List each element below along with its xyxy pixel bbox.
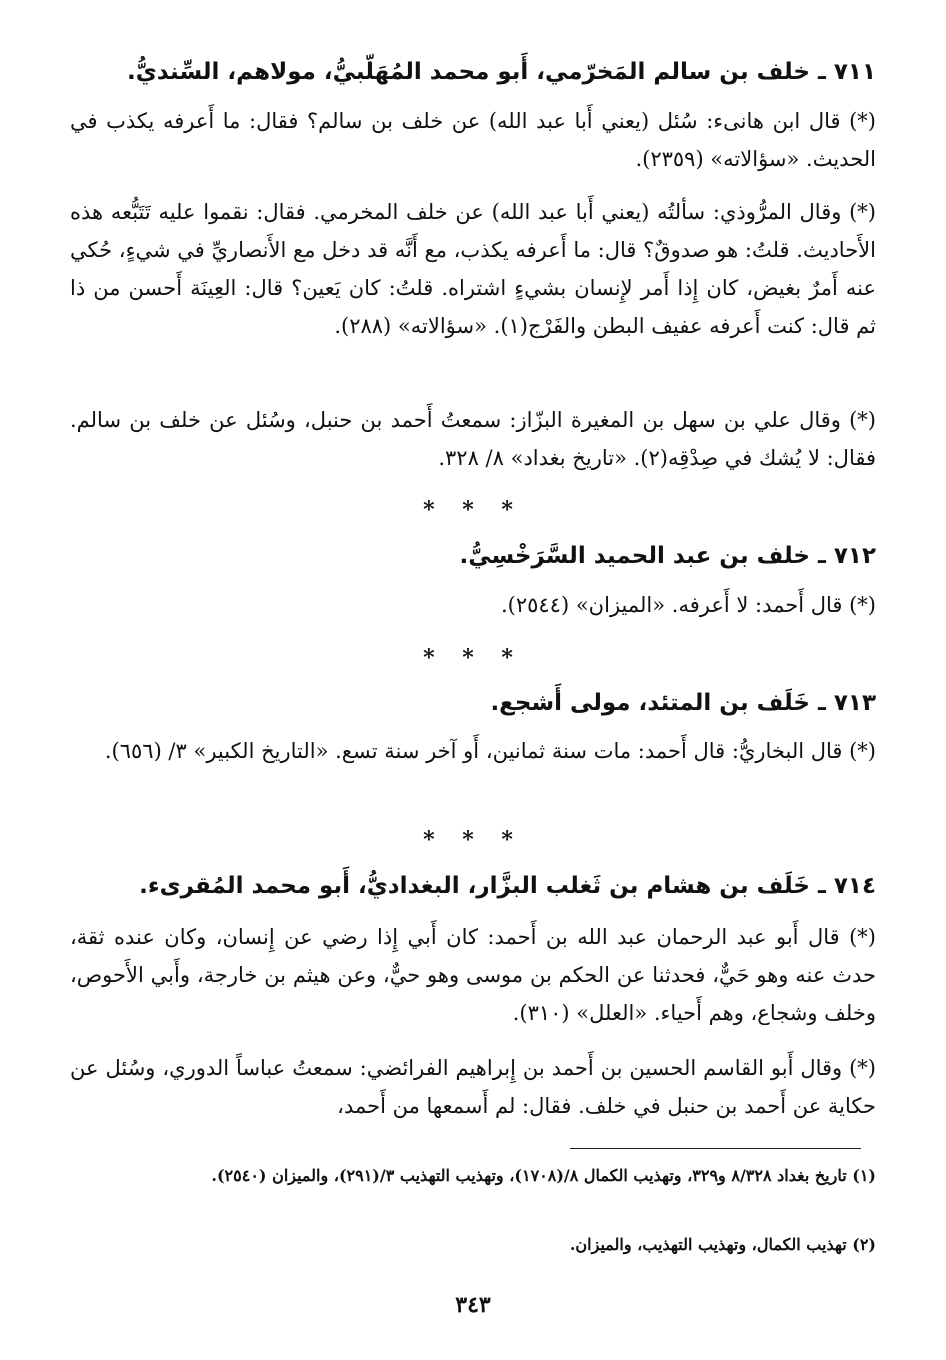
footnote-rule — [570, 1148, 861, 1149]
entry-paragraph: (*) قال أَبو عبد الرحمان عبد الله بن أَحمد: كان أَبي إِذا رضي عن إِنسان، وكان عنده ثقة، حدث عنه وهو حَيٌّ، فحدثنا عن الحكم بن موسى وهو حيٌّ، وعن هيثم بن خارجة، وأَبي الأَحوص، وخلف وشجاع، وهم أَحياء. «العلل» (٣١٠). — [70, 925, 876, 1025]
entry-paragraph: (*) وقال أَبو القاسم الحسين بن أَحمد بن إِبراهيم الفرائضي: سمعتُ عباساً الدوري، وسُئل عن حكاية عن أَحمد بن حنبل في خلف. فقال: لم أَسمعها من أَحمد، — [70, 1056, 876, 1118]
entry-heading-713: ٧١٣ ـ خَلَف بن المتئد، مولى أَشجع. — [490, 690, 876, 716]
entry-paragraph: (*) قال البخاريُّ: قال أَحمد: مات سنة ثمانين، أَو آخر سنة تسع. «التاريخ الكبير» ٣/ (٦٥٦). — [104, 739, 876, 763]
entry-heading-711: ٧١١ ـ خلف بن سالم المَخرّمي، أَبو محمد المُهَلّبيُّ، مولاهم، السِّنديُّ. — [126, 59, 876, 85]
section-separator: * * * — [423, 645, 523, 671]
footnote-1: (١) تاريخ بغداد ٨/٣٢٨ و٣٢٩، وتهذيب الكمال ٨/(١٧٠٨)، وتهذيب التهذيب ٣/(٢٩١)، والميزان (٢٥٤٠). — [211, 1166, 876, 1185]
entry-heading-712: ٧١٢ ـ خلف بن عبد الحميد السَّرَخْسِيُّ. — [459, 543, 876, 569]
entry-paragraph: (*) وقال علي بن سهل بن المغيرة البزّاز: سمعتُ أَحمد بن حنبل، وسُئل عن خلف بن سالم. فقال: لا يُشك في صِدْقِه(٢). «تاريخ بغداد» ٨/ ٣٢٨. — [70, 408, 876, 470]
entry-paragraph: (*) قال أَحمد: لا أَعرفه. «الميزان» (٢٥٤٤). — [500, 593, 876, 617]
page-number: ٣٤٣ — [455, 1292, 491, 1318]
section-separator: * * * — [423, 497, 523, 523]
entry-heading-714: ٧١٤ ـ خَلَف بن هشام بن ثَغلب البزَّار، البغداديُّ، أَبو محمد المُقرىء. — [139, 873, 876, 899]
footnote-2: (٢) تهذيب الكمال، وتهذيب التهذيب، والميزان. — [569, 1235, 876, 1254]
entry-paragraph: (*) وقال المرُّوذي: سألتُه (يعني أَبا عبد الله) عن خلف المخرمي. فقال: نقموا عليه تَتَبُّعه هذه الأَحاديث. قلتُ: هو صدوقٌ؟ قال: ما أَعرفه يكذب، مع أَنَّه قد دخل مع الأَنصاريِّ في شيءٍ، حُكي عنه أَمرٌ بغيض، كان إِذا أَمر لإِنسان بشيءٍ اشتراه. قلتُ: كان يَعين؟ قال: العِينَة أَحسن من ذا ثم قال: كنت أَعرفه عفيف البطن والفَرْج(١). «سؤالاته» (٢٨٨). — [70, 200, 876, 338]
entry-paragraph: (*) قال ابن هانىء: سُئل (يعني أَبا عبد الله) عن خلف بن سالم؟ فقال: ما أَعرفه يكذب في الحديث. «سؤالاته» (٢٣٥٩). — [70, 109, 876, 171]
section-separator: * * * — [423, 827, 523, 853]
